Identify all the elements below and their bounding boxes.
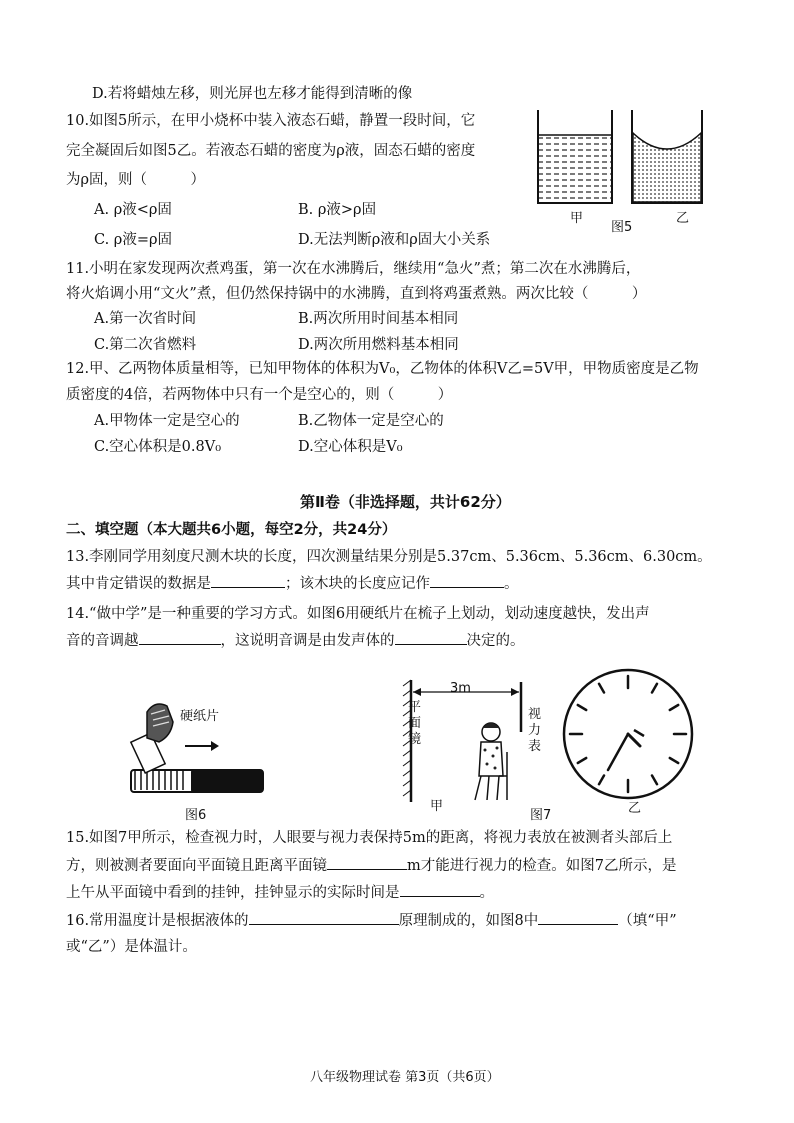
q9-option-d: D.若将蜡烛左移，则光屏也左移才能得到清晰的像: [92, 86, 413, 102]
q10-line1: 10.如图5所示，在甲小烧杯中装入液态石蜡，静置一段时间，它: [66, 113, 476, 129]
q13-line1: 13.李刚同学用刻度尺测木块的长度，四次测量结果分别是5.37cm、5.36cm、5.36cm、6.30cm。: [66, 549, 712, 565]
q10-line3: 为ρ固，则（ ）: [66, 172, 206, 188]
q15-line1: 15.如图7甲所示，检查视力时，人眼要与视力表保持5m的距离，将视力表放在被测者头部后上: [66, 830, 673, 846]
q11-line2: 将火焰调小用“文火”煮，但仍然保持锅中的水沸腾，直到将鸡蛋煮熟。两次比较（ ）: [66, 286, 647, 302]
q15-text-d: 。: [479, 885, 494, 901]
fig5-label-jia: 甲: [570, 211, 584, 226]
q13-blank-2[interactable]: [430, 573, 504, 588]
q13-text-b: ；该木块的长度应记作: [285, 576, 430, 592]
fig5-label-yi: 乙: [676, 211, 690, 226]
q13-text-a: 其中肯定错误的数据是: [66, 576, 211, 592]
q15-text-a: 方，则被测者要面向平面镜且距离平面镜: [66, 858, 327, 874]
q10-line2: 完全凝固后如图5乙。若液态石蜡的密度为ρ液，固态石蜡的密度: [66, 143, 476, 159]
fig5-caption: 图5: [611, 220, 633, 235]
q16-blank-2[interactable]: [538, 910, 618, 925]
q13-text-c: 。: [504, 576, 519, 592]
q13-line2: [66, 573, 519, 594]
q11-option-a: A.第一次省时间: [94, 311, 197, 327]
q13-blank-1[interactable]: [211, 573, 285, 588]
q14-blank-1[interactable]: [139, 630, 221, 645]
q11-option-b: B.两次所用时间基本相同: [298, 311, 459, 327]
q15-text-b: m才能进行视力的检查。如图7乙所示，是: [407, 858, 677, 874]
q16-text-a: 16.常用温度计是根据液体的: [66, 913, 249, 929]
q15-line3: [66, 882, 494, 903]
q16-text-c: （填“甲”: [618, 913, 677, 929]
q14-line1: 14.“做中学”是一种重要的学习方式。如图6用硬纸片在梳子上划动，划动速度越快，发出声: [66, 606, 650, 622]
fig6-caption: 图6: [185, 808, 207, 823]
fig7-mirror-label: 平面镜: [408, 700, 422, 747]
section2-title: 二、填空题（本大题共6小题，每空2分，共24分）: [66, 522, 397, 538]
q10-option-c: C. ρ液=ρ固: [94, 232, 172, 248]
q11-line1: 11.小明在家发现两次煮鸡蛋，第一次在水沸腾后，继续用“急火”煮；第二次在水沸腾后，: [66, 261, 641, 277]
q12-option-b: B.乙物体一定是空心的: [298, 413, 444, 429]
q15-line2: [66, 855, 676, 876]
q12-option-c: C.空心体积是0.8V₀: [94, 439, 222, 455]
q14-text-b: ，这说明音调是由发声体的: [220, 633, 395, 649]
fig7-chart-label: 视力表: [528, 707, 542, 754]
q12-option-d: D.空心体积是V₀: [298, 439, 403, 455]
q11-option-c: C.第二次省燃料: [94, 337, 197, 353]
q10-option-d: D.无法判断ρ液和ρ固大小关系: [298, 232, 491, 248]
fig7-label-jia: 甲: [430, 799, 444, 814]
q16-text-b: 原理制成的，如图8中: [398, 913, 539, 929]
q14-text-c: 决定的。: [466, 633, 525, 649]
part2-title: 第Ⅱ卷（非选择题，共计62分）: [300, 493, 511, 511]
q12-option-a: A.甲物体一定是空心的: [94, 413, 240, 429]
q12-line2: 质密度的4倍，若两物体中只有一个是空心的，则（ ）: [66, 387, 453, 403]
q11-option-d: D.两次所用燃料基本相同: [298, 337, 459, 353]
q16-line2: 或“乙”）是体温计。: [66, 939, 197, 955]
q14-blank-2[interactable]: [395, 630, 467, 645]
figure-7-clock: [560, 666, 696, 802]
q15-blank-1[interactable]: [327, 855, 407, 870]
q10-option-b: B. ρ液>ρ固: [298, 202, 377, 218]
page-footer: 八年级物理试卷 第3页（共6页）: [310, 1070, 500, 1085]
fig7-caption: 图7: [530, 808, 552, 823]
q16-blank-1[interactable]: [249, 910, 399, 925]
q14-text-a: 音的音调越: [66, 633, 139, 649]
q14-line2: [66, 630, 525, 651]
fig7-distance-label: 3m: [450, 681, 471, 696]
q15-blank-2[interactable]: [400, 882, 480, 897]
q10-option-a: A. ρ液<ρ固: [94, 202, 172, 218]
fig6-card-label: 硬纸片: [180, 709, 220, 724]
q12-line1: 12.甲、乙两物体质量相等，已知甲物体的体积为V₀，乙物体的体积V乙=5V甲，甲物质密度是乙物: [66, 361, 699, 377]
q15-text-c: 上午从平面镜中看到的挂钟，挂钟显示的实际时间是: [66, 885, 400, 901]
q16-line1: [66, 910, 677, 931]
fig7-label-yi: 乙: [628, 801, 642, 816]
